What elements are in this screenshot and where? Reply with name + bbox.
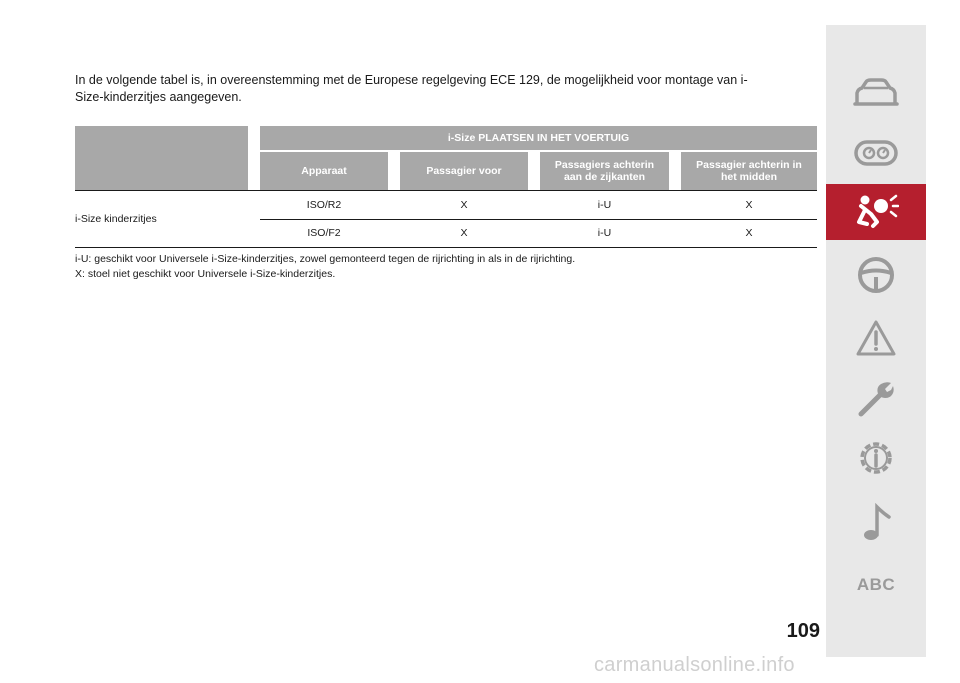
table-row bbox=[260, 219, 817, 247]
abc-label: ABC bbox=[856, 575, 896, 594]
table-body bbox=[75, 191, 817, 248]
header-col-apparaat: Apparaat bbox=[260, 152, 388, 190]
table-cell: ISO/F2 bbox=[307, 227, 341, 239]
table-row bbox=[260, 191, 817, 220]
note-iu: i-U: geschikt voor Universele i-Size-kinderzitjes, zowel gemonteerd tegen de rijrichting in als in de rijrichting. bbox=[75, 253, 576, 265]
car-icon[interactable] bbox=[826, 65, 926, 121]
header-col-achterin-zijkanten: Passagiers achterin aan de zijkanten bbox=[540, 152, 669, 190]
airbag-icon[interactable] bbox=[826, 184, 926, 240]
warning-icon[interactable] bbox=[826, 310, 926, 366]
table-cell: X bbox=[460, 227, 468, 239]
header-col-achterin-midden: Passagier achterin in het midden bbox=[681, 152, 817, 190]
page-number: 109 bbox=[786, 620, 820, 642]
table-notes bbox=[75, 252, 575, 282]
abc-index-link[interactable] bbox=[826, 557, 926, 613]
header-group-title: i-Size PLAATSEN IN HET VOERTUIG bbox=[260, 126, 817, 150]
header-blank-cell bbox=[75, 126, 248, 190]
watermark: carmanualsonline.info bbox=[594, 654, 795, 676]
steering-wheel-icon[interactable] bbox=[826, 247, 926, 303]
info-gear-icon[interactable] bbox=[826, 430, 926, 486]
dashboard-icon[interactable] bbox=[826, 125, 926, 181]
note-x: X: stoel niet geschikt voor Universele i-Size-kinderzitjes. bbox=[75, 268, 336, 280]
header-col-passagier-voor: Passagier voor bbox=[400, 152, 528, 190]
table-cell: i-U bbox=[597, 227, 612, 239]
wrench-icon[interactable] bbox=[826, 371, 926, 427]
table-cell: i-U bbox=[597, 199, 612, 211]
isize-table bbox=[75, 126, 817, 248]
chapter-sidebar bbox=[826, 25, 926, 657]
table-cell: X bbox=[745, 199, 753, 211]
table-cell: X bbox=[460, 199, 468, 211]
table-header bbox=[75, 126, 817, 190]
intro-paragraph: In de volgende tabel is, in overeenstemming met de Europese regelgeving ECE 129, de mogelijkheid voor montage van i-Size-kinderzitjes aangegeven. bbox=[75, 73, 748, 104]
row-label: i-Size kinderzitjes bbox=[75, 213, 157, 225]
table-cell: ISO/R2 bbox=[306, 199, 342, 211]
music-note-icon[interactable] bbox=[826, 495, 926, 551]
table-cell: X bbox=[745, 227, 753, 239]
